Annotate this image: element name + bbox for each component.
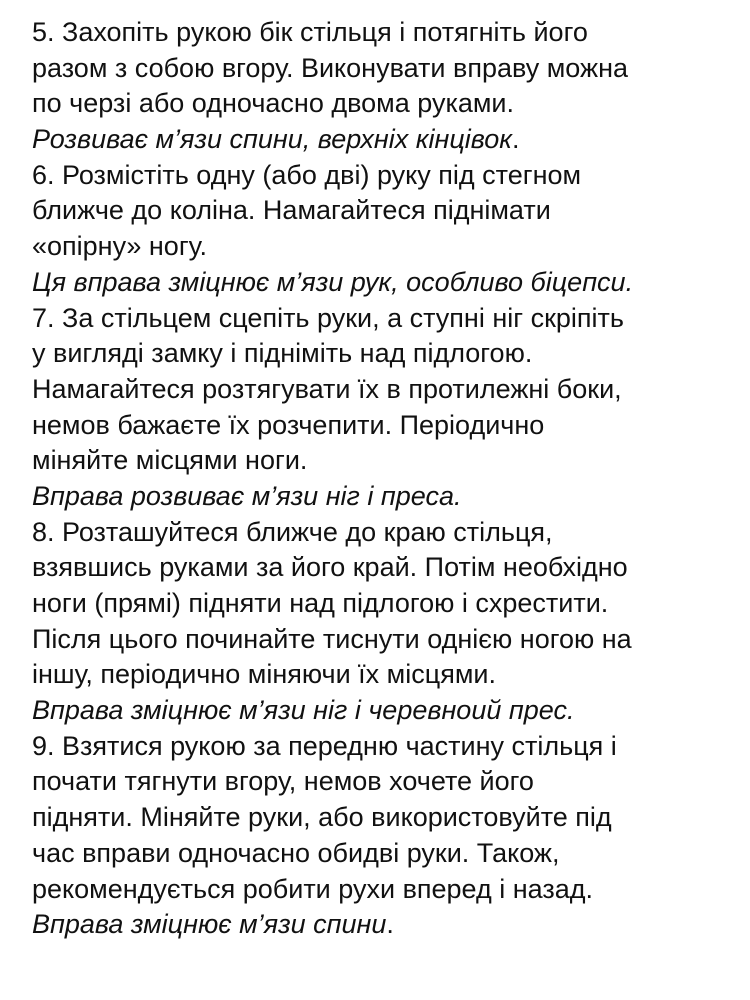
text-line-content: ближче до коліна. Намагайтеся піднімати — [32, 195, 551, 226]
text-line — [32, 372, 746, 408]
italic-note: Вправа зміцнює м’язи спини — [32, 909, 387, 940]
text-line — [32, 764, 746, 800]
text-line — [32, 550, 746, 586]
text-line-content: час вправи одночасно обидві руки. Також, — [32, 837, 560, 868]
text-line-content: ноги (прямі) підняти над підлогою і схрестити. — [32, 588, 609, 618]
italic-note: Ця вправа зміцнює м’язи рук, особливо біцепси. — [32, 266, 634, 297]
text-line — [32, 800, 746, 836]
text-line — [32, 872, 746, 908]
note-period: . — [386, 909, 394, 940]
text-line — [32, 158, 746, 194]
text-line — [32, 693, 746, 729]
text-line-content: 6. Розмістіть одну (або дві) руку під стегном — [32, 159, 582, 190]
text-line-content: підняти. Міняйте руки, або використовуйте під — [32, 802, 612, 833]
italic-note: Вправа зміцнює м’язи ніг і черевноий прес. — [32, 695, 575, 726]
text-line-content: 5. Захопіть рукою бік стільця і потягніть його — [32, 17, 588, 47]
text-line-content: «опірну» ногу. — [32, 231, 207, 262]
text-line-content: по черзі або одночасно двома руками. — [32, 88, 515, 119]
text-line-content: немов бажаєте їх розчепити. Періодично — [32, 409, 545, 440]
text-line — [32, 122, 746, 158]
text-line-content: міняйте місцями ноги. — [32, 445, 308, 476]
text-line — [32, 657, 746, 693]
text-line — [32, 265, 746, 301]
text-line — [32, 51, 746, 87]
text-line-content: Намагайтеся розтягувати їх в протилежні боки, — [32, 373, 622, 404]
text-line-content: почати тягнути вгору, немов хочете його — [32, 766, 534, 797]
italic-note: Розвиває м’язи спини, верхніх кінцівок — [32, 124, 513, 155]
text-line — [32, 336, 746, 372]
text-line — [32, 586, 746, 622]
text-line — [32, 193, 746, 229]
italic-note: Вправа розвиває м’язи ніг і преса. — [32, 480, 462, 511]
text-line — [32, 229, 746, 265]
text-line — [32, 515, 746, 551]
document-body — [32, 15, 746, 943]
text-line-content: Після цього починайте тиснути однією ногою на — [32, 623, 632, 654]
text-line-content: у вигляді замку і підніміть над підлогою. — [32, 338, 533, 369]
text-line — [32, 443, 746, 479]
text-line-content: 7. За стільцем сцепіть руки, а ступні ніг скріпіть — [32, 302, 624, 333]
text-line — [32, 86, 746, 122]
text-line-content: іншу, періодично міняючи їх місцями. — [32, 659, 496, 690]
text-line-content: разом з собою вгору. Виконувати вправу можна — [32, 52, 629, 83]
text-line-content: взявшись руками за його край. Потім необхідно — [32, 552, 628, 583]
text-line — [32, 15, 746, 51]
text-line — [32, 622, 746, 658]
text-line — [32, 479, 746, 515]
note-period: . — [512, 124, 520, 155]
text-line — [32, 836, 746, 872]
text-line-content: 9. Взятися рукою за передню частину стільця і — [32, 730, 617, 761]
text-line — [32, 301, 746, 337]
text-line — [32, 408, 746, 444]
text-line — [32, 729, 746, 765]
text-line-content: рекомендується робити рухи вперед і назад. — [32, 873, 594, 904]
text-line — [32, 907, 746, 943]
text-line-content: 8. Розташуйтеся ближче до краю стільця, — [32, 516, 553, 547]
